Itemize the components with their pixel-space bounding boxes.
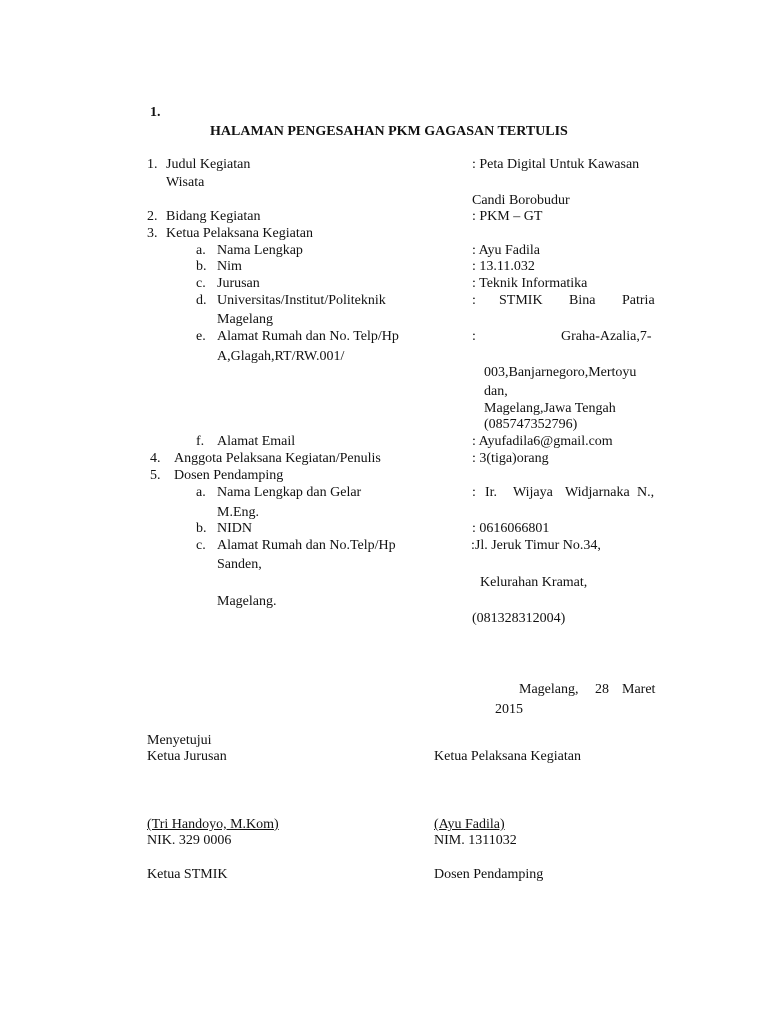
subitem-letter: c. (196, 538, 206, 553)
subitem-letter: f. (196, 434, 205, 449)
item-number: 3. (147, 226, 158, 241)
subitem-value-word: Widjarnaka (565, 485, 630, 500)
subitem-value-word: STMIK (499, 293, 543, 308)
subitem-label-nidn: NIDN (217, 521, 252, 536)
item-number: 4. (150, 451, 161, 466)
section-number: 1. (150, 105, 161, 120)
subitem-letter: b. (196, 259, 207, 274)
subitem-label-nama-gelar: Nama Lengkap dan Gelar (217, 485, 362, 500)
subitem-value-word: Ir. (485, 485, 498, 500)
signature-id-left: NIK. 329 0006 (147, 833, 232, 848)
subitem-letter: d. (196, 293, 207, 308)
subitem-value-nidn: : 0616066801 (472, 521, 550, 536)
subitem-value-cont: dan, (484, 384, 508, 399)
subitem-value-phone: (085747352796) (484, 417, 578, 432)
subitem-letter: e. (196, 329, 206, 344)
signature-role-bottom-right: Dosen Pendamping (434, 867, 544, 882)
subitem-letter: b. (196, 521, 207, 536)
subitem-value-alamat: Graha-Azalia,7- (561, 329, 652, 344)
subitem-value-word: Patria (622, 293, 655, 308)
subitem-label-nama: Nama Lengkap (217, 243, 303, 258)
subitem-value-alamat: :Jl. Jeruk Timur No.34, (471, 538, 601, 553)
subitem-value-word: N., (637, 485, 655, 500)
date-word: Magelang, (519, 682, 579, 697)
signature-name-right: (Ayu Fadila) (434, 817, 505, 832)
subitem-value-word: Bina (569, 293, 596, 308)
signature-role-bottom-left: Ketua STMIK (147, 867, 228, 882)
item-value-judul: : Peta Digital Untuk Kawasan (472, 157, 640, 172)
signature-role-left: Ketua Jurusan (147, 749, 227, 764)
item-value-judul-cont: Candi Borobudur (472, 193, 570, 208)
subitem-value-nama: : Ayu Fadila (472, 243, 540, 258)
subitem-letter: c. (196, 276, 206, 291)
subitem-value-word: Wijaya (513, 485, 553, 500)
subitem-value-jurusan: : Teknik Informatika (472, 276, 588, 291)
subitem-value-phone: (081328312004) (472, 611, 566, 626)
item-label-anggota: Anggota Pelaksana Kegiatan/Penulis (174, 451, 381, 466)
subitem-label-alamat: Alamat Rumah dan No.Telp/Hp (217, 538, 396, 553)
item-label-wrap: Wisata (166, 175, 205, 190)
subitem-value-nim: : 13.11.032 (472, 259, 535, 274)
subitem-value-email: : Ayufadila6@gmail.com (472, 434, 613, 449)
item-label-bidang: Bidang Kegiatan (166, 209, 261, 224)
subitem-label-wrap: Sanden, (217, 557, 262, 572)
subitem-label-nim: Nim (217, 259, 242, 274)
signature-role-right: Ketua Pelaksana Kegiatan (434, 749, 581, 764)
subitem-value-colon: : (472, 293, 476, 308)
item-label-dosen: Dosen Pendamping (174, 468, 284, 483)
subitem-value-colon: : (472, 329, 476, 344)
subitem-label-alamat: Alamat Rumah dan No. Telp/Hp (217, 329, 399, 344)
subitem-value-cont: Magelang,Jawa Tengah (484, 401, 616, 416)
subitem-value-cont: 003,Banjarnegoro,Mertoyu (484, 365, 637, 380)
date-word: 28 (595, 682, 609, 697)
date-word: Maret (622, 682, 656, 697)
subitem-label-univ: Universitas/Institut/Politeknik (217, 293, 386, 308)
item-label-judul: Judul Kegiatan (166, 157, 251, 172)
subitem-letter: a. (196, 243, 206, 258)
item-number: 2. (147, 209, 158, 224)
subitem-value-colon: : (472, 485, 476, 500)
signature-name-left: (Tri Handoyo, M.Kom) (147, 817, 279, 832)
subitem-value-cont: Kelurahan Kramat, (480, 575, 588, 590)
subitem-label-wrap: Magelang. (217, 594, 277, 609)
item-value-anggota: : 3(tiga)orang (472, 451, 549, 466)
subitem-label-wrap: M.Eng. (217, 505, 259, 520)
subitem-label-wrap: A,Glagah,RT/RW.001/ (217, 349, 345, 364)
approval-label: Menyetujui (147, 733, 212, 748)
date-year: 2015 (495, 702, 523, 717)
item-value-bidang: : PKM – GT (472, 209, 543, 224)
subitem-label-jurusan: Jurusan (217, 276, 260, 291)
subitem-label-wrap: Magelang (217, 312, 273, 327)
item-label-ketua: Ketua Pelaksana Kegiatan (166, 226, 313, 241)
subitem-letter: a. (196, 485, 206, 500)
signature-id-right: NIM. 1311032 (434, 833, 517, 848)
item-number: 5. (150, 468, 161, 483)
page-title: HALAMAN PENGESAHAN PKM GAGASAN TERTULIS (210, 124, 568, 139)
subitem-label-email: Alamat Email (217, 434, 296, 449)
item-number: 1. (147, 157, 158, 172)
